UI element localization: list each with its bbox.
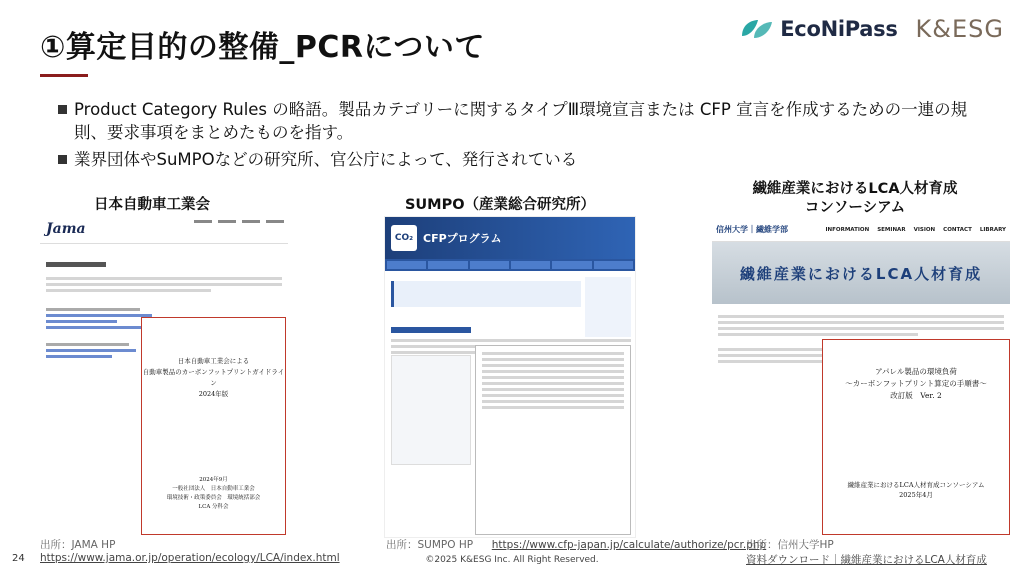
doc-footer-line: 2024年9月 — [199, 477, 228, 483]
source-link-shinshu[interactable]: 資料ダウンロード｜繊維産業におけるLCA人材育成 — [746, 554, 987, 566]
jama-header — [40, 214, 288, 244]
column-title-textile: 繊維産業におけるLCA人材育成 コンソーシアム — [752, 181, 958, 216]
slide-title: ①算定目的の整備_PCRについて — [40, 30, 485, 65]
doc-footer-line: 環境技術・政策委員会 環境統括部会 — [166, 495, 261, 501]
sumpo-website-screenshot — [384, 216, 636, 538]
doc-line: 自動車製品のカーボンフットプリントガイドライン — [142, 368, 285, 387]
shinshu-header: 信州大学｜繊維学部 INFORMATION SEMINAR VISION CONTACT LIBRARY — [712, 218, 1010, 242]
econipass-logo — [740, 17, 897, 41]
shinshu-hero — [712, 242, 1010, 304]
column-title-jama: 日本自動車工業会 — [94, 197, 210, 213]
source-sumpo — [386, 537, 767, 552]
source-label: 出所：JAMA HP — [40, 539, 116, 551]
copyright: ©2025 K&ESG Inc. All Right Reserved. — [425, 555, 599, 565]
source-link-sumpo[interactable]: https://www.cfp-japan.jp/calculate/authorize/pcr.php — [491, 539, 767, 551]
column-title-sumpo: SUMPO（産業総合研究所） — [404, 197, 596, 213]
econipass-leaf-icon — [740, 18, 774, 40]
doc-line: 2024年版 — [198, 390, 229, 398]
doc-footer-line: LCA 分科会 — [198, 504, 229, 510]
kesg-logo: K&ESG — [915, 15, 1004, 43]
source-link-jama[interactable]: https://www.jama.or.jp/operation/ecology/LCA/index.html — [40, 552, 340, 564]
cfp-badge-icon: CO₂ — [391, 225, 417, 251]
sumpo-nav — [385, 259, 635, 271]
source-label: 出所：SUMPO HP — [386, 539, 474, 551]
doc-footer-line: 繊維産業におけるLCA人材育成コンソーシアム — [847, 481, 985, 489]
doc-line: 日本自動車工業会による — [177, 357, 250, 365]
jama-logo: Jama — [46, 220, 86, 237]
doc-line: アパレル製品の環境負荷 — [875, 367, 957, 376]
bullet-item: 業界団体やSuMPOなどの研究所、官公庁によって、発行されている — [58, 148, 988, 171]
econipass-wordmark: EcoNiPass — [780, 17, 898, 41]
hero-text: 繊維産業におけるLCA人材育成 — [739, 264, 983, 283]
jama-guideline-document — [141, 317, 286, 535]
sumpo-banner-text: CFPプログラム — [423, 232, 502, 245]
doc-footer-line: 2025年4月 — [899, 491, 933, 499]
doc-line: ～カーボンフットプリント算定の手順書～ — [845, 379, 987, 388]
bullet-item: Product Category Rules の略語。製品カテゴリーに関するタイプⅢ環境宣言または CFP 宣言を作成するための一連の規則、要求事項をまとめたものを指す。 — [58, 98, 988, 144]
doc-line: 改訂版 Ver. 2 — [890, 391, 942, 400]
page-number: 24 — [12, 553, 25, 564]
doc-footer-line: 一般社団法人 日本自動車工業会 — [172, 486, 255, 492]
header-logos — [740, 14, 1004, 44]
title-underline — [40, 74, 88, 77]
source-label: 出所：信州大学HP — [746, 539, 834, 551]
sumpo-banner — [385, 217, 635, 259]
shinshu-logo: 信州大学｜繊維学部 — [716, 225, 788, 234]
textile-procedure-document — [822, 339, 1010, 535]
bullet-list — [58, 98, 988, 175]
